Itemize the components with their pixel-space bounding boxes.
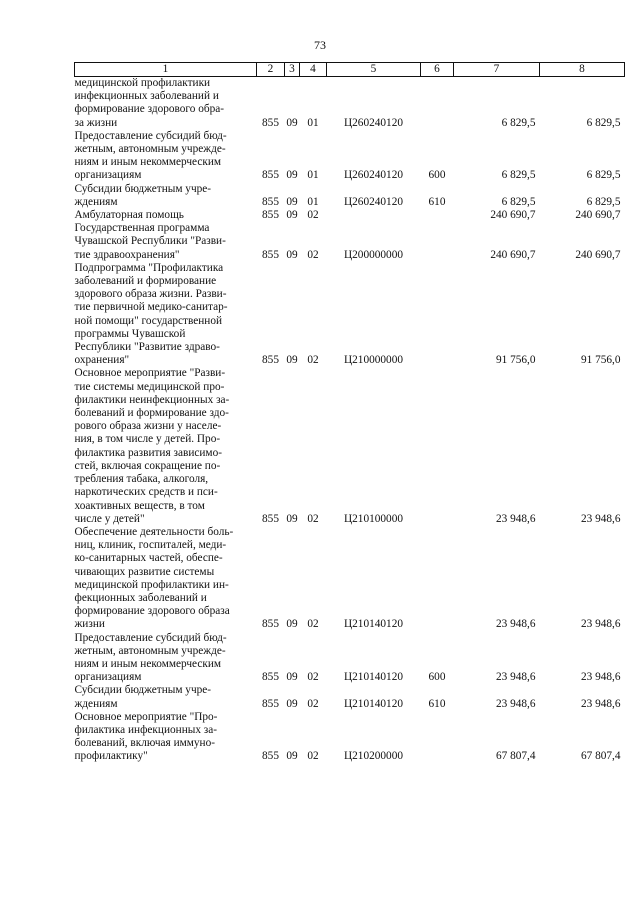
subsection-code: 02	[307, 750, 319, 763]
row-name-line: формирование здорового обра-	[74, 103, 225, 116]
row-name	[75, 262, 257, 368]
row-name-line: болеваний, включая иммуно-	[74, 737, 216, 750]
target-code: Ц260240120	[344, 169, 403, 182]
subsection-code: 01	[307, 116, 319, 129]
expense-type-code	[421, 367, 454, 525]
row-name-line: организациям	[74, 169, 142, 182]
row-name-line: инфекционных заболеваний и	[74, 90, 219, 103]
row-name-line: жизни	[74, 618, 105, 631]
row-name-line: фекционных заболеваний и	[74, 591, 207, 604]
row-name-line: тие системы медицинской про-	[74, 380, 225, 393]
row-name-line: Субсидии бюджетным учре-	[74, 182, 212, 195]
row-name	[75, 209, 257, 222]
row-name-line: филактика инфекционных за-	[74, 723, 218, 736]
row-name-line: Республики "Развитие здраво-	[74, 341, 220, 354]
column-header: 2	[257, 63, 285, 77]
row-name-line: охранения"	[74, 354, 130, 367]
amount-executed: 6 829,5	[586, 169, 621, 182]
admin-code: 855	[262, 750, 279, 763]
row-name-line: заболеваний и формирование	[74, 275, 217, 288]
budget-table	[74, 62, 625, 764]
target-code: Ц210140120	[344, 697, 403, 710]
row-name-line: болеваний и формирование здо-	[74, 407, 229, 420]
table-row	[75, 632, 625, 685]
row-name-line: Основное мероприятие "Разви-	[74, 367, 226, 380]
table-row	[75, 130, 625, 183]
amount-executed: 6 829,5	[586, 195, 621, 208]
row-name-line: жетным, автономным учрежде-	[74, 644, 226, 657]
amount-approved: 6 829,5	[501, 195, 536, 208]
amount-approved: 240 690,7	[490, 248, 536, 261]
row-name-line: ждениям	[74, 697, 118, 710]
row-name-line: стей, включая сокращение по-	[74, 459, 221, 472]
admin-code: 855	[262, 697, 279, 710]
table-body	[75, 77, 625, 764]
row-name-line: ниям и иным некоммерческим	[74, 156, 222, 169]
amount-executed: 23 948,6	[580, 671, 621, 684]
admin-code: 855	[262, 618, 279, 631]
amount-executed: 91 756,0	[580, 354, 621, 367]
row-name	[75, 77, 257, 130]
table-row	[75, 526, 625, 632]
target-code: Ц260240120	[344, 195, 403, 208]
row-name	[75, 526, 257, 632]
row-name	[75, 711, 257, 764]
expense-type-code: 600	[428, 169, 446, 182]
table-row	[75, 711, 625, 764]
amount-approved: 240 690,7	[490, 209, 536, 222]
amount-approved: 6 829,5	[501, 169, 536, 182]
row-name-line: медицинской профилактики	[74, 77, 211, 89]
row-name-line: наркотических средств и пси-	[74, 486, 218, 499]
subsection-code: 01	[307, 169, 319, 182]
target-code: Ц200000000	[344, 248, 403, 261]
page-number: 73	[314, 38, 326, 52]
row-name-line: Подпрограмма "Профилактика	[74, 261, 224, 274]
row-name	[75, 684, 257, 710]
row-name-line: Обеспечение деятельности боль-	[74, 525, 234, 538]
section-code: 09	[286, 209, 298, 222]
table-row	[75, 222, 625, 262]
row-name-line: здорового образа жизни. Разви-	[74, 288, 227, 301]
expense-type-code	[421, 711, 454, 764]
row-name-line: Предоставление субсидий бюд-	[74, 631, 227, 644]
row-name-line: хоактивных веществ, в том	[74, 499, 205, 512]
subsection-code: 02	[307, 697, 319, 710]
expense-type-code: 610	[428, 195, 446, 208]
section-code: 09	[286, 697, 298, 710]
section-code: 09	[286, 248, 298, 261]
subsection-code: 01	[307, 195, 319, 208]
row-name-line: числе у детей"	[74, 512, 145, 525]
amount-approved: 91 756,0	[495, 354, 536, 367]
row-name-line: за жизни	[74, 116, 118, 129]
table-row	[75, 183, 625, 209]
admin-code: 855	[262, 671, 279, 684]
amount-executed: 240 690,7	[575, 209, 621, 222]
amount-approved: 23 948,6	[495, 671, 536, 684]
section-code: 09	[286, 195, 298, 208]
target-code: Ц260240120	[344, 116, 403, 129]
subsection-code: 02	[307, 512, 319, 525]
amount-approved: 23 948,6	[495, 512, 536, 525]
expense-type-code: 600	[428, 671, 446, 684]
target-code	[327, 209, 421, 222]
table-row	[75, 684, 625, 710]
expense-type-code	[421, 77, 454, 130]
row-name-line: ниц, клиник, госпиталей, меди-	[74, 539, 227, 552]
table-row	[75, 367, 625, 525]
row-name-line: ниям и иным некоммерческим	[74, 657, 222, 670]
amount-executed: 240 690,7	[575, 248, 621, 261]
row-name	[75, 367, 257, 525]
column-header: 6	[421, 63, 454, 77]
row-name-line: тие первичной медико-санитар-	[74, 301, 228, 314]
admin-code: 855	[262, 195, 279, 208]
admin-code: 855	[262, 248, 279, 261]
target-code: Ц210100000	[344, 512, 403, 525]
subsection-code: 02	[307, 354, 319, 367]
column-header: 3	[285, 63, 300, 77]
expense-type-code: 610	[428, 697, 446, 710]
header-row	[75, 63, 625, 77]
row-name-line: программы Чувашской	[74, 327, 186, 340]
row-name-line: ждениям	[74, 195, 118, 208]
row-name-line: рового образа жизни у населе-	[74, 420, 222, 433]
row-name-line: Государственная программа	[74, 222, 210, 235]
column-header: 4	[300, 63, 327, 77]
subsection-code: 02	[307, 671, 319, 684]
row-name-line: Чувашской Республики "Разви-	[74, 235, 226, 248]
admin-code: 855	[262, 354, 279, 367]
target-code: Ц210140120	[344, 671, 403, 684]
expense-type-code	[421, 222, 454, 262]
amount-approved: 23 948,6	[495, 618, 536, 631]
expense-type-code	[421, 209, 454, 222]
row-name-line: филактики неинфекционных за-	[74, 393, 230, 406]
table-row	[75, 77, 625, 130]
row-name-line: профилактику"	[74, 750, 148, 763]
row-name	[75, 632, 257, 685]
amount-executed: 67 807,4	[580, 750, 621, 763]
column-header: 8	[540, 63, 625, 77]
subsection-code: 02	[307, 248, 319, 261]
amount-executed: 23 948,6	[580, 697, 621, 710]
row-name-line: ной помощи" государственной	[74, 314, 223, 327]
amount-executed: 23 948,6	[580, 512, 621, 525]
target-code: Ц210000000	[344, 354, 403, 367]
column-header: 5	[327, 63, 421, 77]
amount-executed: 6 829,5	[586, 116, 621, 129]
target-code: Ц210140120	[344, 618, 403, 631]
admin-code: 855	[262, 512, 279, 525]
section-code: 09	[286, 512, 298, 525]
row-name	[75, 222, 257, 262]
row-name-line: Основное мероприятие "Про-	[74, 710, 218, 723]
row-name-line: организациям	[74, 671, 142, 684]
subsection-code: 02	[307, 618, 319, 631]
row-name	[75, 130, 257, 183]
row-name-line: ко-санитарных частей, обеспе-	[74, 552, 223, 565]
row-name-line: требления табака, алкоголя,	[74, 473, 209, 486]
admin-code: 855	[262, 209, 279, 222]
row-name-line: ния, в том числе у детей. Про-	[74, 433, 221, 446]
section-code: 09	[286, 750, 298, 763]
table-row	[75, 262, 625, 368]
amount-approved: 67 807,4	[495, 750, 536, 763]
row-name-line: Амбулаторная помощь	[74, 209, 184, 222]
row-name-line: формирование здорового образа	[74, 605, 230, 618]
row-name	[75, 183, 257, 209]
admin-code: 855	[262, 116, 279, 129]
table-row	[75, 209, 625, 222]
amount-executed: 23 948,6	[580, 618, 621, 631]
section-code: 09	[286, 671, 298, 684]
row-name-line: филактика развития зависимо-	[74, 446, 222, 459]
row-name-line: жетным, автономным учрежде-	[74, 143, 226, 156]
row-name-line: медицинской профилактики ин-	[74, 578, 229, 591]
amount-approved: 23 948,6	[495, 697, 536, 710]
section-code: 09	[286, 354, 298, 367]
row-name-line: Предоставление субсидий бюд-	[74, 129, 227, 142]
row-name-line: тие здравоохранения"	[74, 248, 180, 261]
target-code: Ц210200000	[344, 750, 403, 763]
column-header: 7	[454, 63, 540, 77]
subsection-code: 02	[307, 209, 319, 222]
column-header: 1	[75, 63, 257, 77]
row-name-line: чивающих развитие системы	[74, 565, 215, 578]
admin-code: 855	[262, 169, 279, 182]
expense-type-code	[421, 262, 454, 368]
expense-type-code	[421, 526, 454, 632]
row-name-line: Субсидии бюджетным учре-	[74, 684, 212, 697]
amount-approved: 6 829,5	[501, 116, 536, 129]
section-code: 09	[286, 116, 298, 129]
section-code: 09	[286, 618, 298, 631]
section-code: 09	[286, 169, 298, 182]
